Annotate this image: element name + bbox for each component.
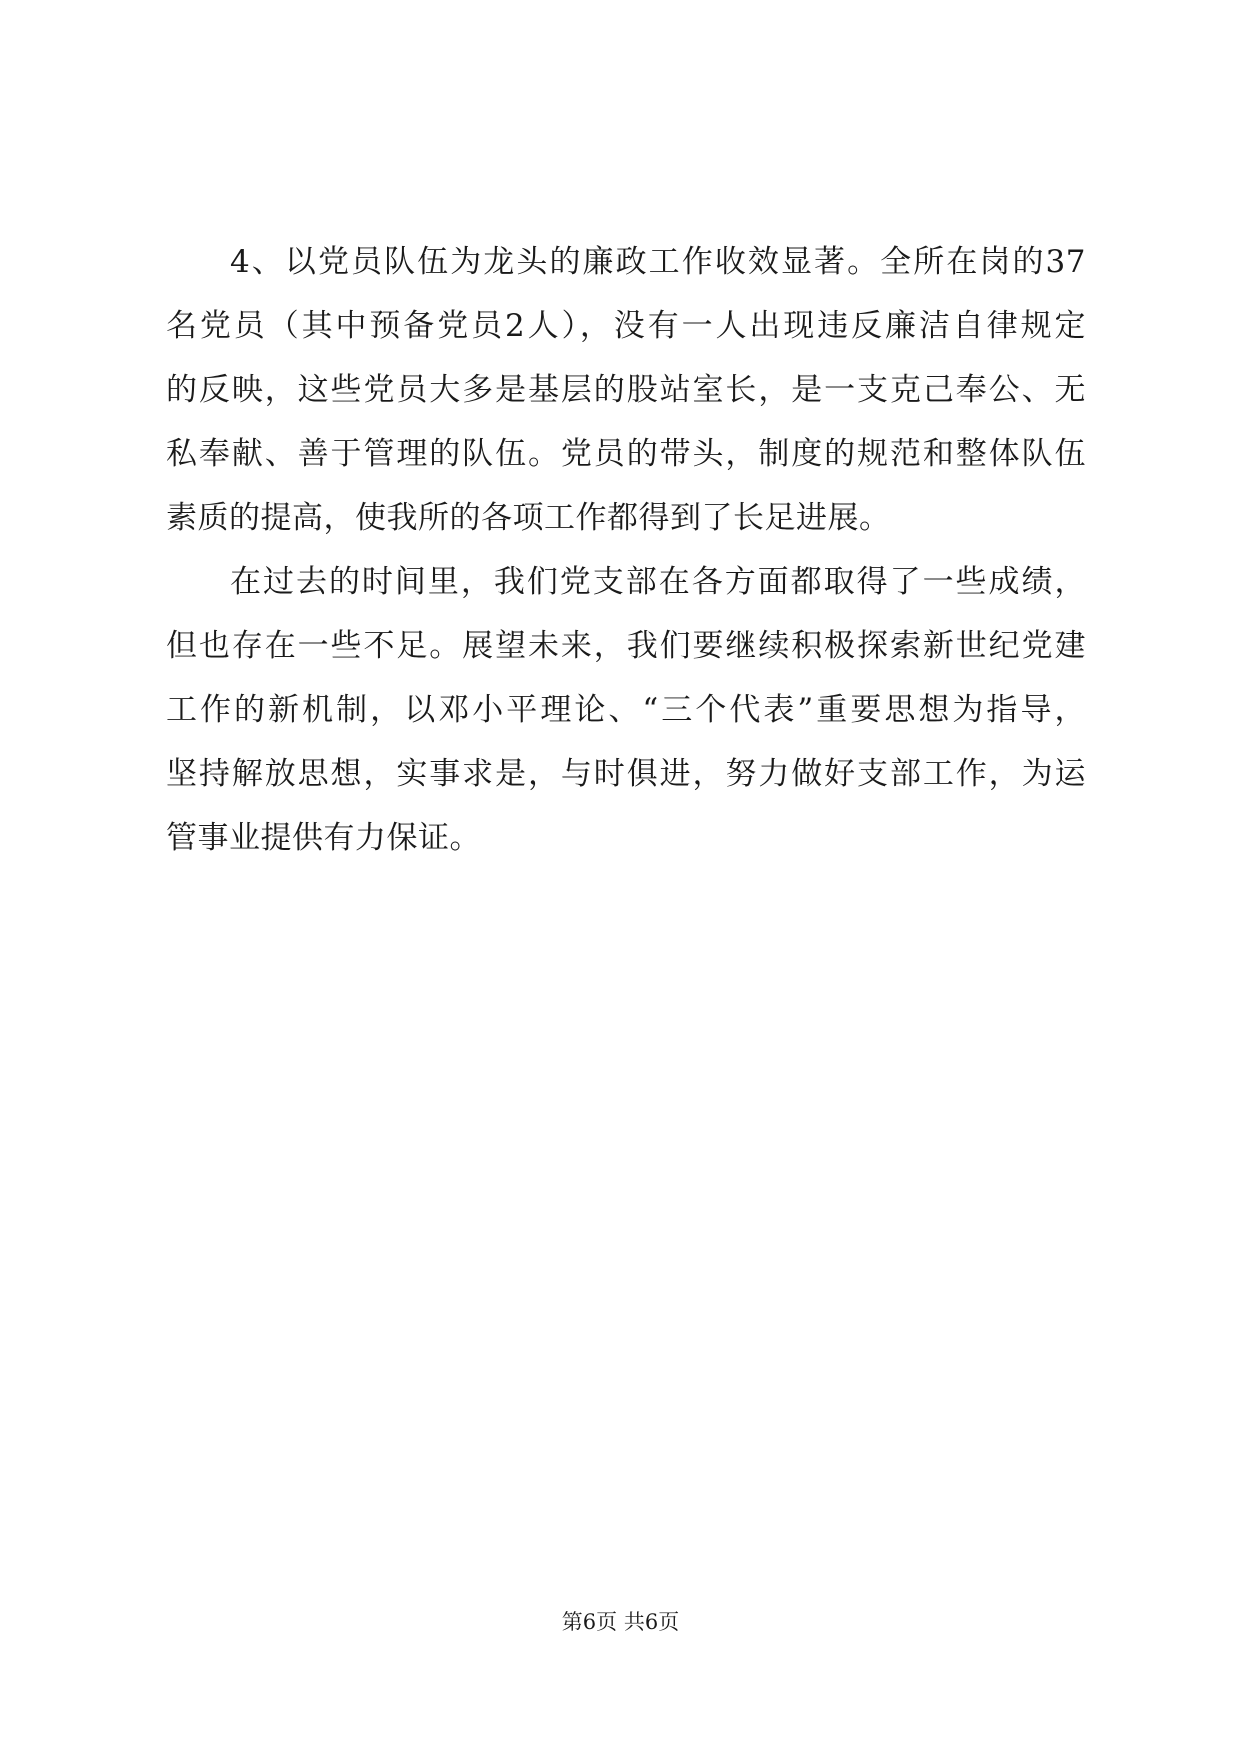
paragraph-line: 管事业提供有力保证。	[166, 820, 481, 856]
paragraph-line: 4、以党员队伍为龙头的廉政工作收效显著。全所在岗的37	[230, 244, 1086, 280]
paragraph-line: 在过去的时间里，我们党支部在各方面都取得了一些成绩，	[230, 564, 1086, 600]
paragraph-line: 坚持解放思想，实事求是，与时俱进，努力做好支部工作，为运	[166, 756, 1086, 792]
paragraph-party-members	[166, 230, 1086, 550]
paragraph-conclusion	[166, 550, 1086, 870]
paragraph-line: 私奉献、善于管理的队伍。党员的带头，制度的规范和整体队伍	[166, 436, 1086, 472]
paragraph-line: 但也存在一些不足。展望未来，我们要继续积极探索新世纪党建	[166, 628, 1086, 664]
document-body	[166, 230, 1086, 870]
page-number: 第6页	[561, 1610, 618, 1634]
paragraph-line: 素质的提高，使我所的各项工作都得到了长足进展。	[166, 500, 891, 536]
paragraph-line: 工作的新机制，以邓小平理论、“三个代表”重要思想为指导，	[166, 692, 1086, 728]
page-footer	[0, 1606, 1241, 1636]
paragraph-line: 的反映，这些党员大多是基层的股站室长，是一支克己奉公、无	[166, 372, 1086, 408]
page-total: 共6页	[623, 1610, 680, 1634]
paragraph-line: 名党员（其中预备党员2人），没有一人出现违反廉洁自律规定	[166, 308, 1086, 344]
